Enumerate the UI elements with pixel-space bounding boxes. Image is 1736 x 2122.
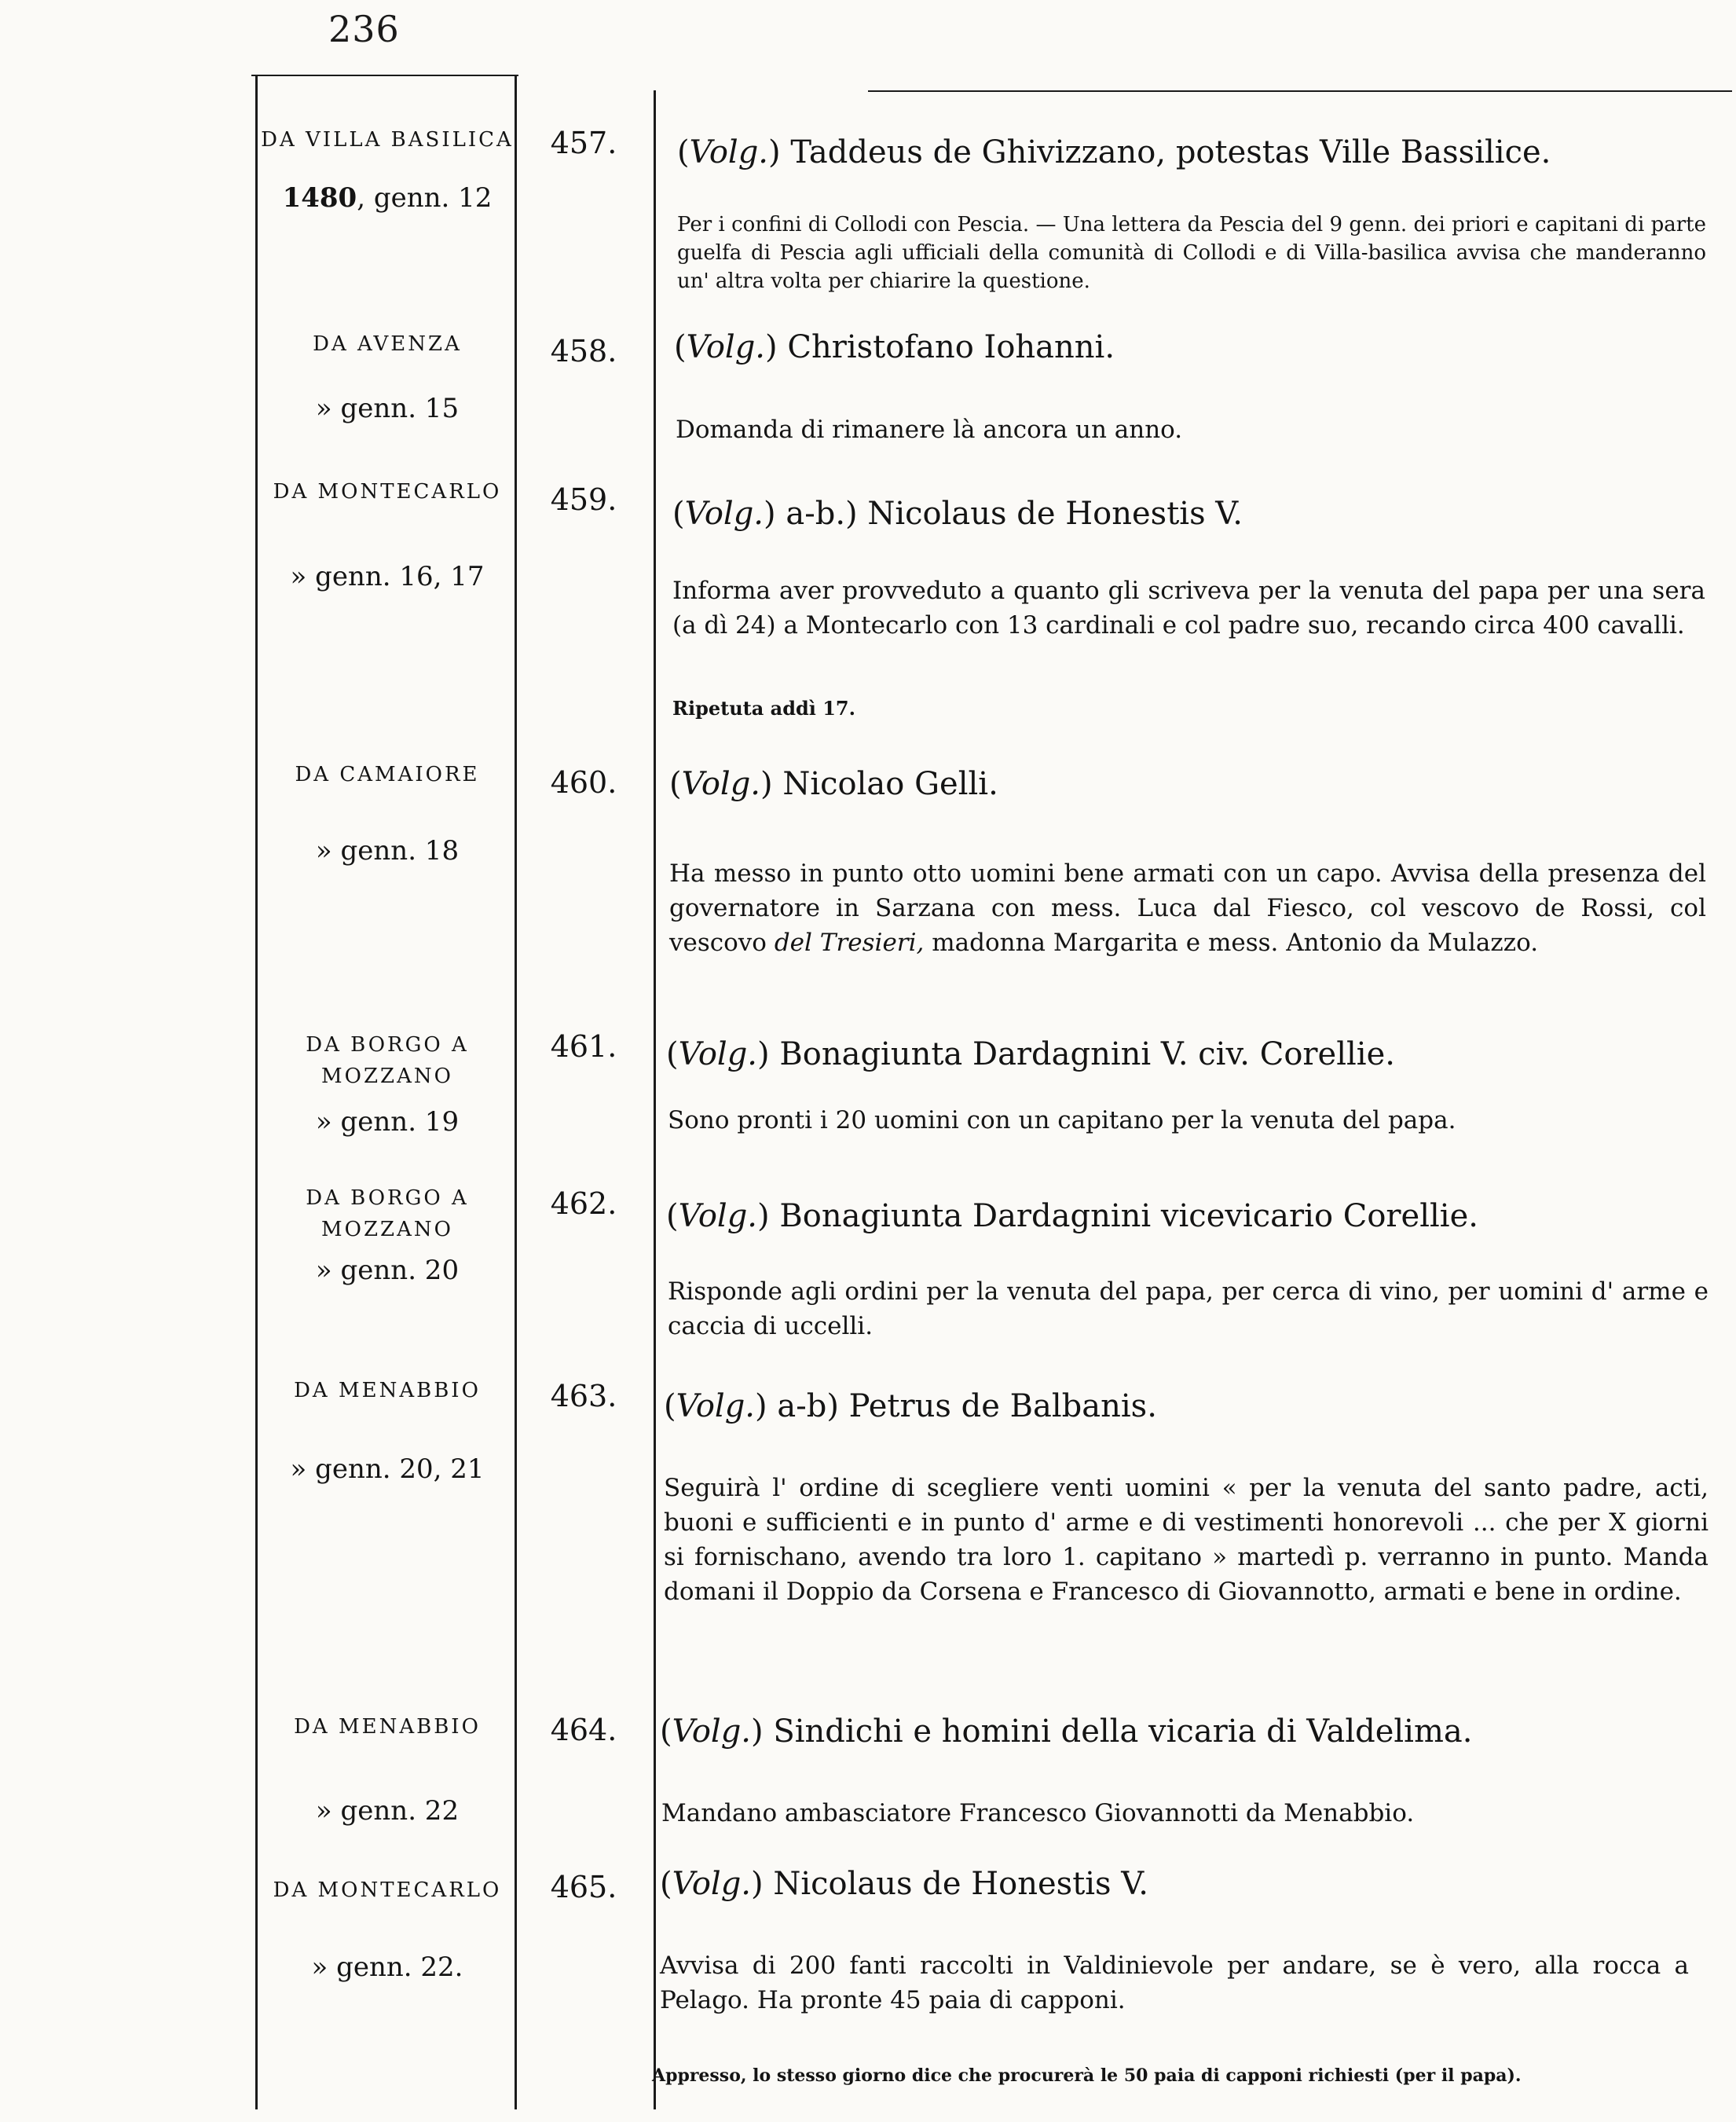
entry-date: » genn. 20 (315, 1255, 460, 1286)
entry-body: Per i confini di Collodi con Pescia. — Una lettera da Pescia del 9 genn. dei priori e capitani di parte guelfa di Pescia agli ufficiali della comunità di Collodi e di Villa-basilica avvisa che manderanno un' altra volta per chiarire la questione. (677, 213, 1706, 293)
entry-heading: (Volg.) Taddeus de Ghivizzano, potestas Ville Bassilice. (677, 134, 1551, 170)
entry-heading: (Volg.) Bonagiunta Dardagnini V. civ. Corellie. (666, 1036, 1395, 1072)
entry-number: 458. (550, 334, 617, 368)
entry-body: Mandano ambasciatore Francesco Giovannotti da Menabbio. (661, 1799, 1415, 1827)
entry-date: » genn. 16, 17 (290, 561, 485, 592)
entry-body: Ha messo in punto otto uomini bene armati con un capo. Avvisa della presenza del governatore in Sarzana con mess. Luca dal Fiesco, col vescovo de Rossi, col vescovo del Tresieri, madonna Margarita e mess. Antonio da Mulazzo. (669, 859, 1706, 957)
entry-place: DA BORGO A MOZZANO (306, 1186, 469, 1241)
entry-number: 457. (550, 126, 617, 160)
entry-heading: (Volg.) Bonagiunta Dardagnini vicevicario Corellie. (666, 1198, 1478, 1234)
volg-label: Volg. (672, 1713, 752, 1750)
right-column-rule (654, 90, 656, 2109)
entry-date: » genn. 19 (315, 1106, 460, 1138)
top-rule-left (251, 75, 518, 76)
entry-body: Avvisa di 200 fanti raccolti in Valdinievole per andare, se è vero, alla rocca a Pelago. Ha pronte 45 paia di capponi. (660, 1952, 1689, 2014)
italic-phrase: del Tresieri, (774, 929, 925, 957)
entry-number: 465. (550, 1870, 617, 1904)
entry-place: DA MENABBIO (294, 1379, 481, 1402)
entry-place: DA VILLA BASILICA (261, 128, 514, 152)
volg-label: Volg. (689, 134, 769, 170)
entry-heading: (Volg.) Sindichi e homini della vicaria di Valdelima. (660, 1713, 1473, 1750)
entry-number: 462. (550, 1186, 617, 1221)
entry-date-rest: , genn. 12 (357, 182, 493, 214)
volg-label: Volg. (678, 1198, 758, 1234)
entry-number: 461. (550, 1029, 617, 1064)
entry-place: DA CAMAIORE (295, 763, 480, 786)
entry-number: 460. (550, 765, 617, 800)
entry-heading: (Volg.) Nicolao Gelli. (669, 766, 998, 802)
entry-place: DA MONTECARLO (273, 1878, 502, 1902)
volg-label: Volg. (672, 1866, 752, 1902)
entry-note: Ripetuta addì 17. (672, 697, 855, 720)
entry-place: DA AVENZA (313, 332, 462, 356)
entry-heading: (Volg.) a-b.) Nicolaus de Honestis V. (672, 496, 1243, 532)
entry-body: Informa aver provveduto a quanto gli scriveva per la venuta del papa per una sera (a dì 24) a Montecarlo con 13 cardinali e col padre suo, recando circa 400 cavalli. (672, 577, 1705, 640)
top-rule-right (868, 90, 1732, 92)
entry-date (258, 182, 517, 214)
entry-heading: (Volg.) Christofano Iohanni. (674, 329, 1115, 365)
entry-heading: (Volg.) a-b) Petrus de Balbanis. (664, 1388, 1157, 1424)
entry-date: » genn. 22 (315, 1795, 460, 1827)
volg-label: Volg. (681, 766, 761, 802)
entry-body: Risponde agli ordini per la venuta del papa, per cerca di vino, per uomini d' arme e caccia di uccelli. (668, 1277, 1709, 1340)
entry-number: 464. (550, 1713, 617, 1747)
entry-body: Seguirà l' ordine di scegliere venti uomini « per la venuta del santo padre, acti, buoni e sufficienti e in punto d' arme e di vestimenti honorevoli ... che per X giorni si fornischano, avendo tra loro 1. capitano » martedì p. verranno in punto. Manda domani il Doppio da Corsena e Francesco di Giovannotto, armati e bene in ordine. (664, 1474, 1709, 1606)
page-number: 236 (328, 8, 400, 50)
entry-place: DA MONTECARLO (273, 480, 502, 504)
volg-label: Volg. (686, 329, 766, 365)
entry-date: » genn. 18 (315, 835, 460, 867)
entry-number: 459. (550, 482, 617, 517)
entry-body: Domanda di rimanere là ancora un anno. (676, 416, 1183, 444)
volg-label: Volg. (676, 1388, 756, 1424)
entry-year: 1480 (282, 182, 357, 214)
entry-number: 463. (550, 1379, 617, 1413)
entry-date: » genn. 15 (315, 393, 460, 424)
entry-place: DA MENABBIO (294, 1715, 481, 1739)
entry-heading: (Volg.) Nicolaus de Honestis V. (660, 1866, 1148, 1902)
entry-body: Sono pronti i 20 uomini con un capitano per la venuta del papa. (668, 1106, 1456, 1134)
entry-place: DA BORGO A MOZZANO (306, 1033, 469, 1088)
entry-date: » genn. 20, 21 (290, 1453, 485, 1485)
volg-label: Volg. (684, 496, 764, 532)
entry-note: Appresso, lo stesso giorno dice che procurerà le 50 paia di capponi richiesti (per il papa). (652, 2065, 1522, 2086)
entry-date: » genn. 22. (311, 1952, 463, 1983)
volg-label: Volg. (678, 1036, 758, 1072)
